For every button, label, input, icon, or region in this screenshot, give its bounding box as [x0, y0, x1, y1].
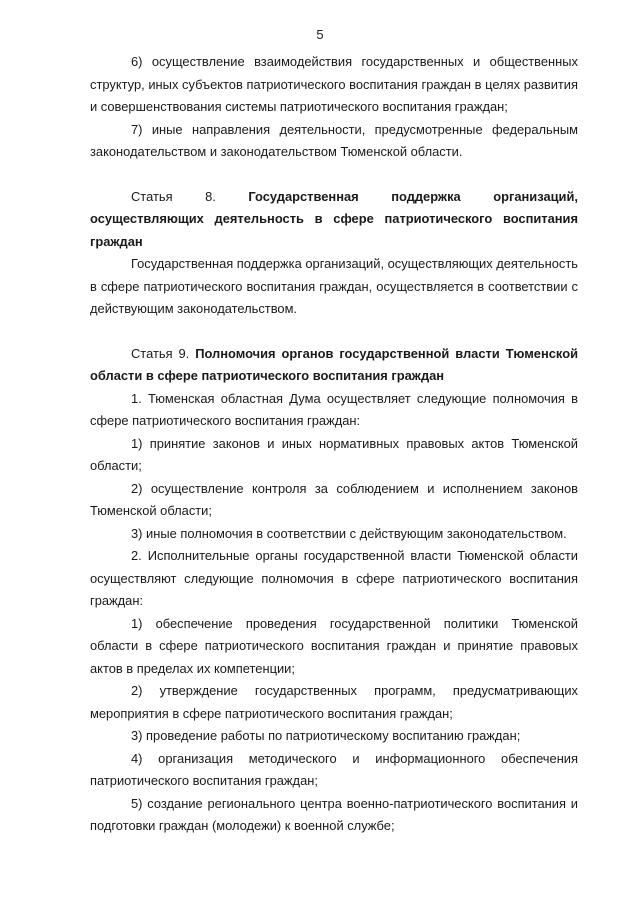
list-item: 7) иные направления деятельности, предусмотренные федеральным законодательством и законодательством Тюменской области. [90, 121, 578, 159]
list-item: 1) обеспечение проведения государственной политики Тюменской области в сфере патриотического воспитания граждан и принятие правовых актов в пределах их компетенции; [90, 615, 578, 676]
list-item: 2) утверждение государственных программ, предусматривающих мероприятия в сфере патриотического воспитания граждан; [90, 683, 578, 721]
article-title: Государственная поддержка организаций, осуществляющих деятельность в сфере патриотического воспитания граждан [90, 188, 578, 249]
article-8 [90, 186, 578, 321]
article-heading [90, 186, 578, 254]
article-heading [90, 343, 578, 388]
article-number: Статья 8. [131, 188, 216, 204]
page-number: 5 [316, 27, 324, 42]
document-body [90, 51, 578, 838]
article-number: Статья 9. [131, 345, 190, 361]
list-item: 3) иные полномочия в соответствии с действующим законодательством. [131, 525, 567, 541]
list-item: 2) осуществление контроля за соблюдением и исполнением законов Тюменской области; [90, 480, 578, 518]
article-paragraph: Государственная поддержка организаций, осуществляющих деятельность в сфере патриотического воспитания граждан, осуществляется в соответствии с действующим законодательством. [90, 256, 578, 316]
article-paragraph: 2. Исполнительные органы государственной власти Тюменской области осуществляют следующие полномочия в сфере патриотического воспитания граждан: [90, 548, 578, 608]
article-paragraph: 1. Тюменская областная Дума осуществляет следующие полномочия в сфере патриотического воспитания граждан: [90, 390, 578, 428]
article-9 [90, 343, 578, 838]
list-item: 6) осуществление взаимодействия государственных и общественных структур, иных субъектов патриотического воспитания граждан в целях развития и совершенствования системы патриотического воспитания граждан; [90, 54, 578, 114]
article-title: Полномочия органов государственной власти Тюменской области в сфере патриотического воспитания граждан [90, 345, 578, 383]
list-item: 1) принятие законов и иных нормативных правовых актов Тюменской области; [90, 435, 578, 473]
list-item: 4) организация методического и информационного обеспечения патриотического воспитания граждан; [90, 750, 578, 788]
list-item: 5) создание регионального центра военно-патриотического воспитания и подготовки граждан (молодежи) к военной службе; [90, 795, 578, 833]
list-item: 3) проведение работы по патриотическому воспитанию граждан; [131, 728, 521, 743]
